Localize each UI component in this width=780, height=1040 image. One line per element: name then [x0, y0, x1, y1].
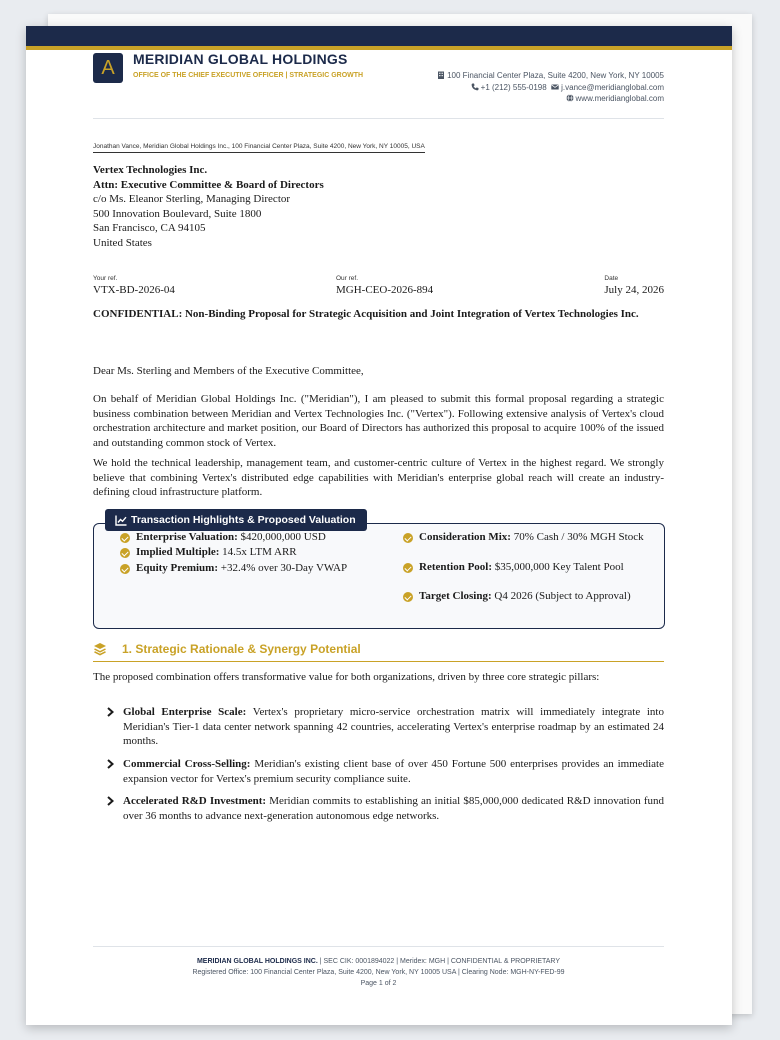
strategic-pillar-1: Global Enterprise Scale: Vertex's proprietary micro-service orchestration matrix will immediately integrate into Meridian's Tier-1 data center network spanning 42 countries, accelerating Vertex's enterprise roadmap by an estimated 24 months.: [123, 706, 664, 747]
footer-line-1: MERIDIAN GLOBAL HOLDINGS INC. | SEC CIK: 0001894022 | Meridex: MGH | CONFIDENTIAL & PROPRIETARY: [196, 958, 561, 965]
chevron-right-icon: [106, 796, 115, 806]
contact-website: [437, 93, 664, 105]
header-bar: [26, 26, 732, 50]
salutation: Dear Ms. Sterling and Members of the Executive Committee,: [93, 365, 364, 377]
check-circle-icon: [403, 563, 413, 573]
recipient-street: 500 Innovation Boulevard, Suite 1800: [93, 207, 262, 220]
highlights-title: Transaction Highlights & Proposed Valuation: [105, 509, 367, 531]
check-circle-icon: [120, 533, 130, 543]
globe-icon: [566, 94, 574, 102]
contact-block: [437, 70, 664, 105]
body-paragraph-1: On behalf of Meridian Global Holdings Inc. ("Meridian"), I am pleased to submit this formal proposal regarding a strategic business combination between Meridian and Vertex Technologies Inc. ("Vertex"). Following extensive analysis of Vertex's cloud orchestration architecture and market position, our Board of Directors has authorized this proposal to acquire 100% of the issued and outstanding common stock of Vertex.: [93, 393, 664, 449]
email-link[interactable]: j.vance@meridianglobal.com: [561, 82, 664, 92]
highlight-target-closing: Target Closing: Q4 2026 (Subject to Approval): [419, 590, 631, 602]
chevron-right-icon: [106, 759, 115, 769]
body-paragraph-2: We hold the technical leadership, management team, and customer-centric culture of Vertex in the highest regard. We strongly believe that combining Vertex's distributed edge capabilities with Meridian's enterprise global reach will create an industry-defining cloud infrastructure platform.: [93, 457, 664, 498]
chevron-right-icon: [106, 707, 115, 717]
sender-return-address: Jonathan Vance, Meridian Global Holdings Inc., 100 Financial Center Plaza, Suite 4200, New York, NY 10005, USA: [93, 143, 425, 153]
envelope-icon: [551, 83, 559, 91]
subject-line: CONFIDENTIAL: Non-Binding Proposal for Strategic Acquisition and Joint Integration of Vertex Technologies Inc.: [93, 308, 639, 320]
section-1-intro: The proposed combination offers transformative value for both organizations, driven by three core strategic pillars:: [93, 671, 600, 683]
contact-phone-email: +1 (212) 555-0198 j.vance@meridianglobal.com: [437, 82, 664, 94]
header-divider: [93, 118, 664, 119]
recipient-city: San Francisco, CA 94105: [93, 222, 206, 234]
recipient-care-of: c/o Ms. Eleanor Sterling, Managing Director: [93, 193, 291, 205]
check-circle-icon: [120, 548, 130, 558]
chart-line-icon: [115, 515, 127, 526]
recipient-attn: Attn: Executive Committee & Board of Directors: [93, 178, 324, 191]
section-1-heading: 1. Strategic Rationale & Synergy Potential: [93, 641, 664, 662]
recipient-address: [93, 163, 324, 250]
check-circle-icon: [403, 533, 413, 543]
highlight-equity-premium: Equity Premium: +32.4% over 30-Day VWAP: [136, 562, 348, 574]
our-ref: Our ref. MGH-CEO-2026-894: [336, 275, 434, 296]
letter-page: [26, 26, 732, 1025]
highlight-enterprise-valuation: Enterprise Valuation: $420,000,000 USD: [136, 531, 326, 543]
layer-group-icon: [93, 642, 107, 656]
footer-divider: [93, 946, 664, 947]
check-circle-icon: [403, 592, 413, 602]
company-logo: A: [93, 53, 123, 83]
company-name: MERIDIAN GLOBAL HOLDINGS: [133, 51, 348, 67]
recipient-company: Vertex Technologies Inc.: [93, 164, 208, 176]
check-circle-icon: [120, 564, 130, 574]
building-icon: [437, 71, 445, 79]
highlight-retention-pool: Retention Pool: $35,000,000 Key Talent Pool: [419, 561, 624, 573]
phone-icon: [471, 83, 479, 91]
contact-address: 100 Financial Center Plaza, Suite 4200, New York, NY 10005: [437, 70, 664, 82]
page-number: Page 1 of 2: [360, 980, 397, 987]
date-ref: Date July 24, 2026: [604, 275, 664, 296]
page-footer: [93, 956, 664, 989]
strategic-pillar-2: Commercial Cross-Selling: Meridian's existing client base of over 450 Fortune 500 enterprises provides an immediate expansion vector for Vertex's premium security compliance suite.: [123, 758, 664, 785]
highlight-implied-multiple: Implied Multiple: 14.5x LTM ARR: [136, 546, 297, 558]
website-link[interactable]: www.meridianglobal.com: [575, 94, 664, 103]
your-ref: Your ref. VTX-BD-2026-04: [93, 275, 175, 296]
highlight-consideration-mix: Consideration Mix: 70% Cash / 30% MGH Stock: [419, 531, 644, 543]
strategic-pillar-3: Accelerated R&D Investment: Meridian commits to establishing an initial $85,000,000 dedicated R&D innovation fund over 36 months to advance next-generation autonomous edge networks.: [123, 795, 664, 822]
office-line: OFFICE OF THE CHIEF EXECUTIVE OFFICER | STRATEGIC GROWTH: [133, 72, 364, 79]
footer-line-2: Registered Office: 100 Financial Center Plaza, Suite 4200, New York, NY 10005 USA | Clearing Node: MGH-NY-FED-99: [192, 969, 565, 976]
recipient-country: United States: [93, 236, 152, 249]
